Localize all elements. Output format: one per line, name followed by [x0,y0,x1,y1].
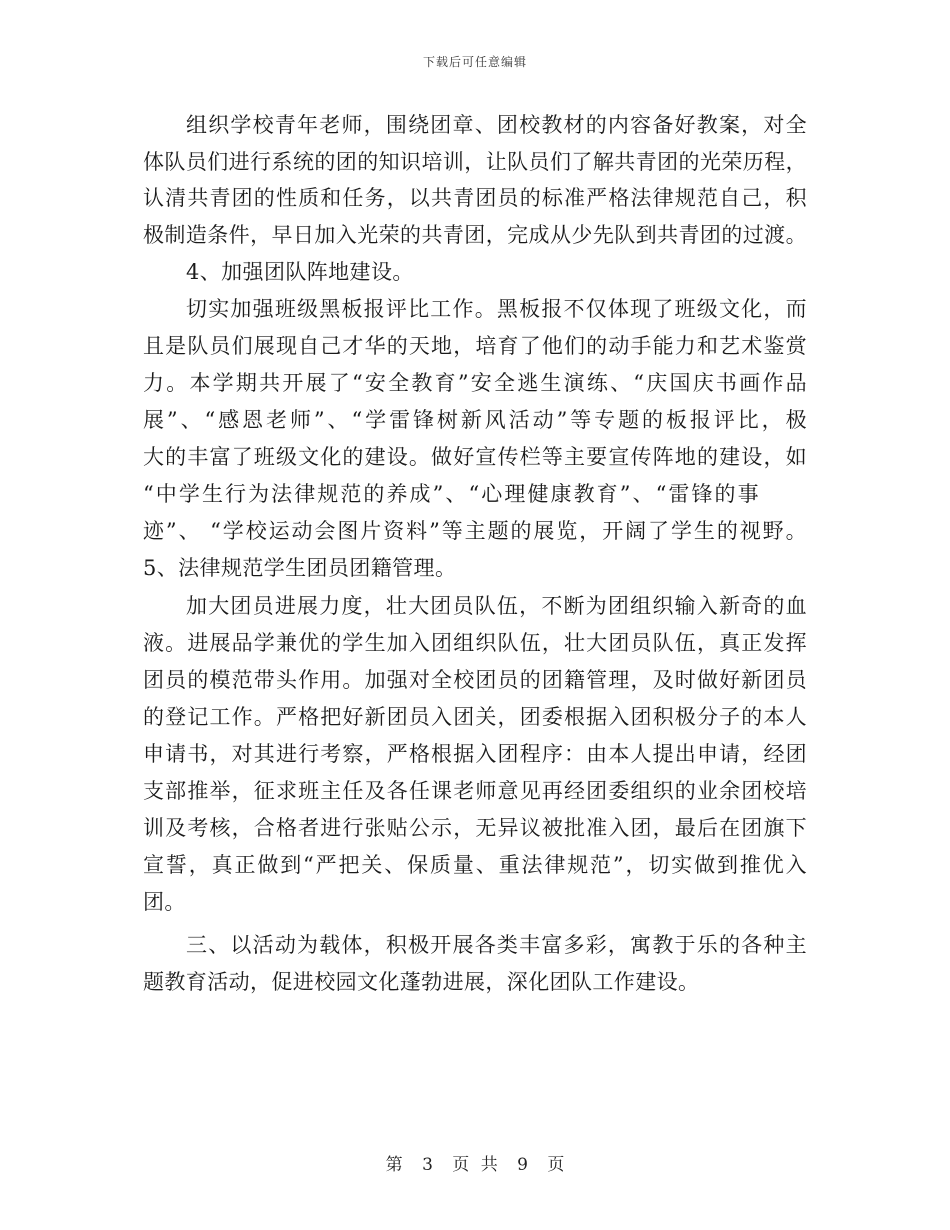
body-line: 宣誓，真正做到“严把关、保质量、重法律规范”，切实做到推优入 [143,853,807,877]
body-line: 申请书，对其进行考察，严格根据入团程序：由本人提出申请，经团 [143,742,807,766]
body-line: 大的丰富了班级文化的建设。做好宣传栏等主要宣传阵地的建设，如 [143,445,807,469]
page-middle-text: 页 共 [452,1155,498,1175]
body-line: 的登记工作。严格把好新团员入团关，团委根据入团积极分子的本人 [143,705,807,729]
body-line: 组织学校青年老师，围绕团章、团校教材的内容备好教案，对全 [186,113,807,137]
body-line: 三、以活动为载体，积极开展各类丰富多彩，寓教于乐的各种主 [186,933,807,957]
section-heading: 4、加强团队阵地建设。 [186,260,414,284]
body-line: 认清共青团的性质和任务，以共青团员的标准严格法律规范自己，积 [143,186,807,210]
body-line: 极制造条件，早日加入光荣的共青团，完成从少先队到共青团的过渡。 [143,223,807,247]
body-line: 训及考核，合格者进行张贴公示，无异议被批准入团，最后在团旗下 [143,816,807,840]
body-line: 加大团员进展力度，壮大团员队伍，不断为团组织输入新奇的血 [186,594,807,618]
body-line: 团。 [143,890,186,914]
total-pages-number: 9 [517,1155,528,1175]
body-line: 题教育活动，促进校园文化蓬勃进展，深化团队工作建设。 [143,970,700,994]
body-line: 力。本学期共开展了“安全教育”安全逃生演练、“庆国庆书画作品 [143,371,807,395]
body-line: 切实加强班级黑板报评比工作。黑板报不仅体现了班级文化，而 [186,297,807,321]
page-footer [0,1150,950,1175]
body-line: “中学生行为法律规范的养成”、“心理健康教育”、“雷锋的事 [143,482,759,506]
body-line: 展”、“感恩老师”、“学雷锋树新风活动”等专题的板报评比，极 [143,408,807,432]
section-heading: 5、法律规范学生团员团籍管理。 [143,556,457,580]
page-prefix: 第 [385,1155,403,1175]
body-line: 且是队员们展现自己才华的天地，培育了他们的动手能力和艺术鉴赏 [143,334,807,358]
current-page-number: 3 [422,1155,433,1175]
body-line: 液。进展品学兼优的学生加入团组织队伍，壮大团员队伍，真正发挥 [143,631,807,655]
page-header: 下载后可任意编辑 [422,55,527,69]
body-line: 团员的模范带头作用。加强对全校团员的团籍管理，及时做好新团员 [143,668,807,692]
body-line: 体队员们进行系统的团的知识培训，让队员们了解共青团的光荣历程， [143,150,807,174]
page-suffix: 页 [547,1155,565,1175]
body-line: 支部推举，征求班主任及各任课老师意见再经团委组织的业余团校培 [143,779,807,803]
body-line: 迹”、 “学校运动会图片资料”等主题的展览，开阔了学生的视野。 [143,519,807,543]
